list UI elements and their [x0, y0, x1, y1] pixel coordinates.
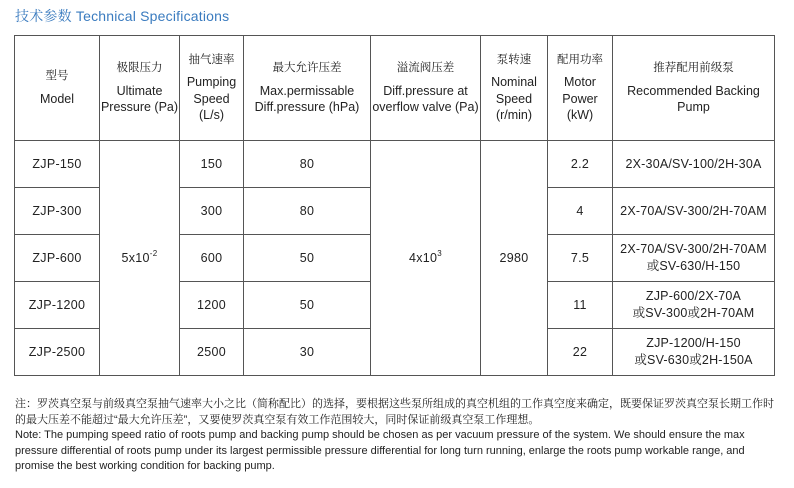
model-cell: ZJP-600: [15, 235, 100, 282]
section-title: 技术参数 Technical Specifications: [15, 8, 230, 24]
header-backing-pump: 推荐配用前级泵 Recommended Backing Pump: [613, 36, 775, 141]
table-header-row: [15, 36, 775, 141]
motor-power-cell: 7.5: [548, 235, 613, 282]
max-diff-cell: 50: [244, 282, 371, 329]
model-cell: ZJP-2500: [15, 329, 100, 376]
max-diff-cell: 50: [244, 235, 371, 282]
motor-power-cell: 2.2: [548, 141, 613, 188]
spec-table: [14, 35, 775, 376]
footnote: [15, 397, 777, 475]
header-motor-power: 配用功率 Motor Power (kW): [548, 36, 613, 141]
backing-pump-cell: ZJP-600/2X-70A 或SV-300或2H-70AM: [613, 282, 775, 329]
model-cell: ZJP-300: [15, 188, 100, 235]
motor-power-cell: 4: [548, 188, 613, 235]
pumping-speed-cell: 300: [180, 188, 244, 235]
overflow-pressure-cell: $4x10^3$: [371, 141, 481, 376]
nominal-speed-cell: 2980: [481, 141, 548, 376]
backing-pump-cell: 2X-70A/SV-300/2H-70AM 或SV-630/H-150: [613, 235, 775, 282]
footnote-en: Note: The pumping speed ratio of roots pump and backing pump should be chosen as per vacuum pressure of the system. We should ensure the max pressure differential of roots pump under its largest permissible pressure differential for long turn running, enlarge the roots pump workable range, and promise the best working condition for backing pump.: [15, 429, 745, 472]
model-cell: ZJP-150: [15, 141, 100, 188]
footnote-zh: 注：罗茨真空泵与前级真空泵抽气速率大小之比（简称配比）的选择，要根据这些泵所组成的真空机组的工作真空度来确定，既要保证罗茨真空泵长期工作时的最大压差不能超过“最大允许压差”，又要使罗茨真空泵有效工作范围较大，同时保证前级真空泵工作理想。: [15, 398, 774, 426]
header-pumping-speed: 抽气速率 Pumping Speed (L/s): [180, 36, 244, 141]
table-row: [15, 141, 775, 188]
header-model: 型号 Model: [15, 36, 100, 141]
header-nominal-speed: 泵转速 Nominal Speed (r/min): [481, 36, 548, 141]
header-ultimate-pressure: 极限压力 Ultimate Pressure (Pa): [100, 36, 180, 141]
backing-pump-cell: ZJP-1200/H-150 或SV-630或2H-150A: [613, 329, 775, 376]
pumping-speed-cell: 1200: [180, 282, 244, 329]
motor-power-cell: 22: [548, 329, 613, 376]
header-max-diff-pressure: 最大允许压差 Max.permissable Diff.pressure (hPa): [244, 36, 371, 141]
pumping-speed-cell: 150: [180, 141, 244, 188]
motor-power-cell: 11: [548, 282, 613, 329]
max-diff-cell: 30: [244, 329, 371, 376]
ultimate-pressure-cell: $5x10^{-2}$: [100, 141, 180, 376]
pumping-speed-cell: 2500: [180, 329, 244, 376]
max-diff-cell: 80: [244, 188, 371, 235]
max-diff-cell: 80: [244, 141, 371, 188]
header-overflow-diff-pressure: 溢流阀压差 Diff.pressure at overflow valve (Pa): [371, 36, 481, 141]
pumping-speed-cell: 600: [180, 235, 244, 282]
backing-pump-cell: 2X-70A/SV-300/2H-70AM: [613, 188, 775, 235]
backing-pump-cell: 2X-30A/SV-100/2H-30A: [613, 141, 775, 188]
model-cell: ZJP-1200: [15, 282, 100, 329]
